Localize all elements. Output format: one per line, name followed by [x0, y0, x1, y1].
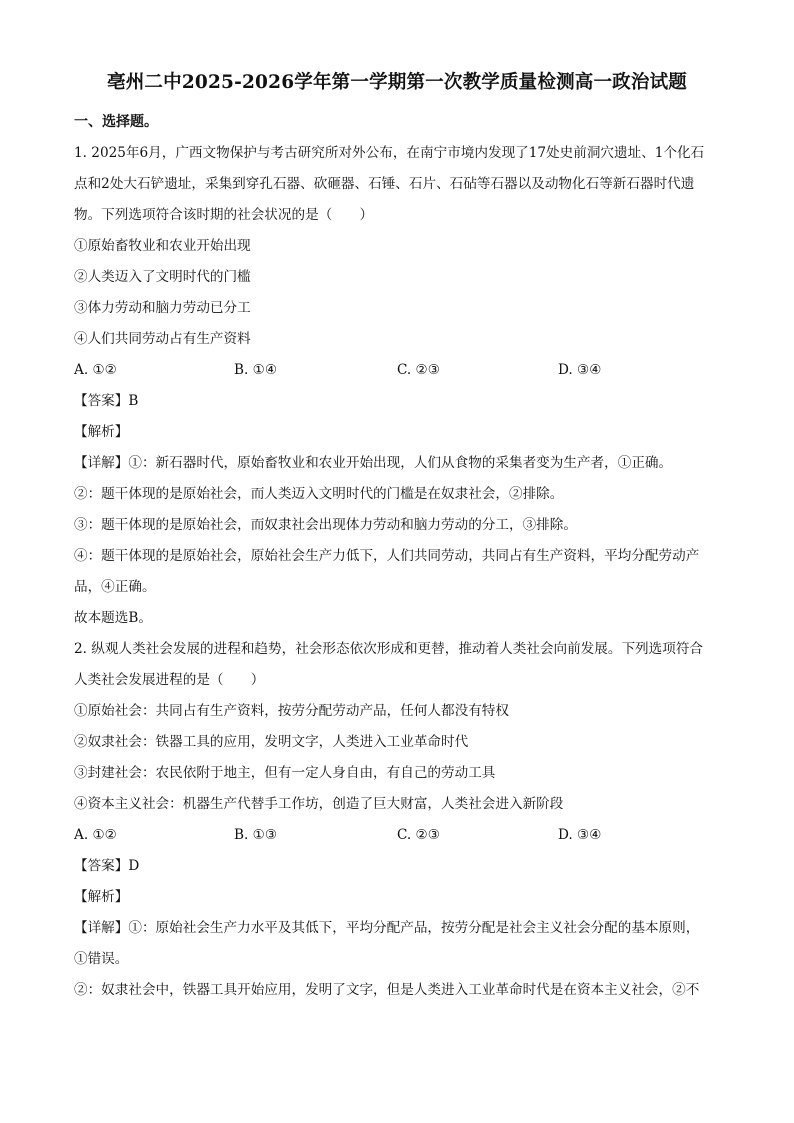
q2-detail-line: ②：奴隶社会中，铁器工具开始应用，发明了文字，但是人类进入工业革命时代是在资本主义社会，②不: [74, 982, 700, 998]
q2-option-a: A. ①②: [74, 827, 117, 843]
document-body: [74, 107, 722, 1006]
q1-item: ①原始畜牧业和农业开始出现: [74, 238, 251, 254]
q1-detail-line: 品，④正确。: [74, 579, 156, 595]
question-1: [74, 138, 722, 634]
page-title: 亳州二中2025-2026学年第一学期第一次教学质量检测高一政治试题: [107, 72, 687, 93]
q2-item: ①原始社会：共同占有生产资料，按劳分配劳动产品，任何人都没有特权: [74, 703, 509, 719]
q2-option-d: D. ③④: [558, 827, 602, 843]
q1-answer: 【答案】B: [74, 393, 139, 409]
q1-item: ④人们共同劳动占有生产资料: [74, 331, 251, 347]
q1-options: [74, 355, 722, 386]
q1-detail-line: ③：题干体现的是原始社会，而奴隶社会出现体力劳动和脑力劳动的分工，③排除。: [74, 517, 577, 533]
question-2: [74, 634, 722, 1006]
section-heading: 一、选择题。: [74, 114, 158, 130]
q1-detail-line: 【详解】①：新石器时代，原始畜牧业和农业开始出现，人们从食物的采集者变为生产者，①正确。: [74, 455, 673, 471]
q2-stem-line: 2. 纵观人类社会发展的进程和趋势，社会形态依次形成和更替，推动着人类社会向前发展。下列选项符合: [74, 641, 704, 657]
q2-option-b: B. ①③: [234, 827, 278, 843]
q1-option-d: D. ③④: [558, 362, 602, 378]
q2-answer: 【答案】D: [74, 858, 140, 874]
q1-analysis-label: 【解析】: [74, 424, 129, 440]
q1-option-b: B. ①④: [234, 362, 278, 378]
q1-item: ②人类迈入了文明时代的门槛: [74, 269, 251, 285]
q1-option-c: C. ②③: [397, 362, 440, 378]
q2-analysis-label: 【解析】: [74, 889, 129, 905]
q1-item: ③体力劳动和脑力劳动已分工: [74, 300, 251, 316]
q2-detail-line: ①错误。: [74, 951, 129, 967]
q2-item: ②奴隶社会：铁器工具的应用，发明文字，人类进入工业革命时代: [74, 734, 469, 750]
q1-option-a: A. ①②: [74, 362, 117, 378]
q1-detail-line: 故本题选B。: [74, 610, 152, 626]
q2-stem-line: 人类社会发展进程的是（ ）: [74, 672, 265, 688]
q1-detail-line: ②：题干体现的是原始社会，而人类迈入文明时代的门槛是在奴隶社会，②排除。: [74, 486, 564, 502]
q2-option-c: C. ②③: [397, 827, 440, 843]
q2-options: [74, 820, 722, 851]
q1-stem-line: 点和2处大石铲遗址，采集到穿孔石器、砍砸器、石锤、石片、石砧等石器以及动物化石等新石器时代遗: [74, 176, 695, 192]
q1-stem-line: 1. 2025年6月，广西文物保护与考古研究所对外公布，在南宁市境内发现了17处史前洞穴遗址、1个化石: [74, 145, 705, 161]
q2-item: ④资本主义社会：机器生产代替手工作坊，创造了巨大财富，人类社会进入新阶段: [74, 796, 564, 812]
q1-stem-line: 物。下列选项符合该时期的社会状况的是（ ）: [74, 207, 374, 223]
q1-detail-line: ④：题干体现的是原始社会，原始社会生产力低下，人们共同劳动，共同占有生产资料，平均分配劳动产: [74, 548, 700, 564]
q2-detail-line: 【详解】①：原始社会生产力水平及其低下，平均分配产品，按劳分配是社会主义社会分配的基本原则，: [74, 920, 700, 936]
q2-item: ③封建社会：农民依附于地主，但有一定人身自由，有自己的劳动工具: [74, 765, 496, 781]
